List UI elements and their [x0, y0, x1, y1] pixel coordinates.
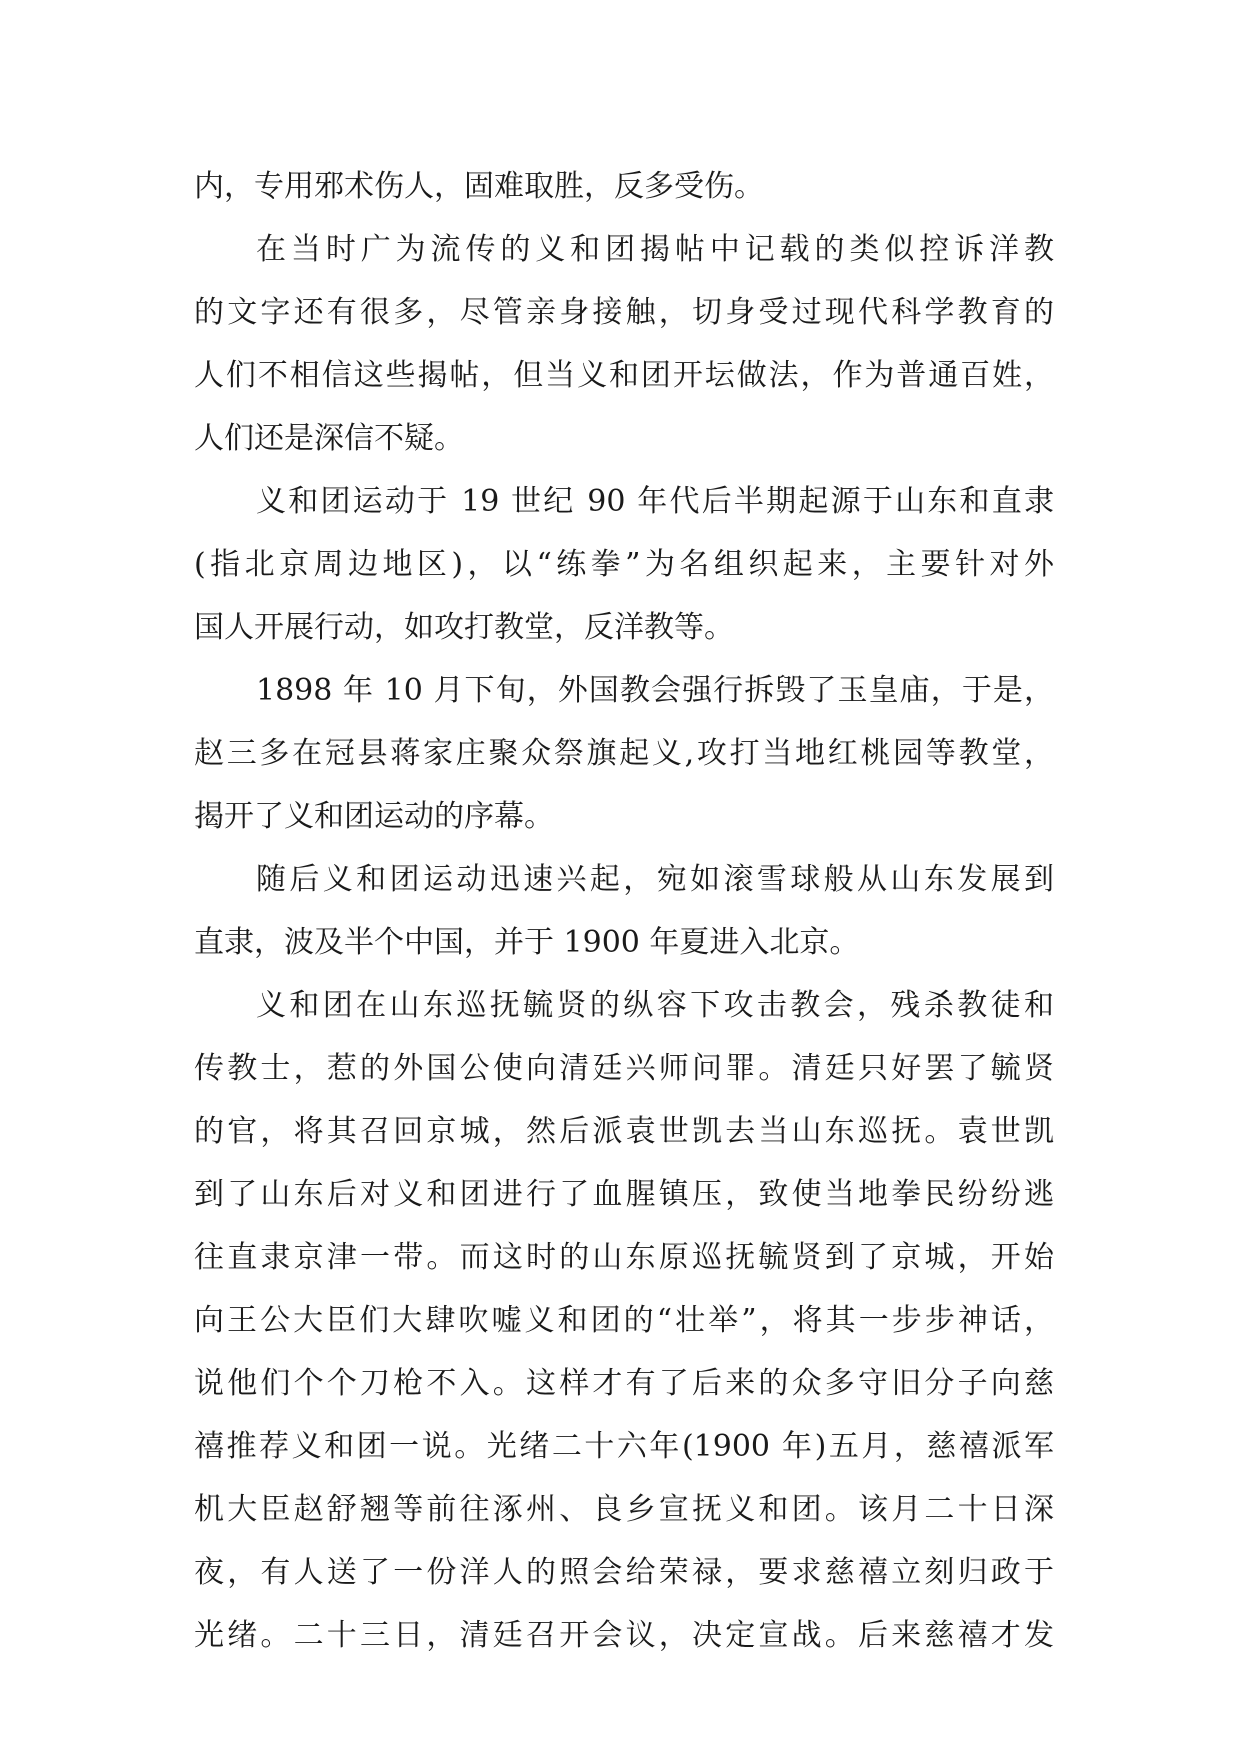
- text-line: 1898 年 10 月下旬，外国教会强行拆毁了玉皇庙，于是，: [256, 673, 1054, 708]
- text-line: 赵三多在冠县蒋家庄聚众祭旗起义,攻打当地红桃园等教堂，: [194, 736, 1054, 771]
- text-line: 往直隶京津一带。而这时的山东原巡抚毓贤到了京城，开始: [194, 1240, 1054, 1275]
- text-line: 传教士，惹的外国公使向清廷兴师问罪。清廷只好罢了毓贤: [194, 1051, 1054, 1086]
- text-line: 随后义和团运动迅速兴起，宛如滚雪球般从山东发展到: [256, 862, 1054, 897]
- text-line: 光绪。二十三日，清廷召开会议，决定宣战。后来慈禧才发: [194, 1618, 1054, 1653]
- text-line: 的文字还有很多，尽管亲身接触，切身受过现代科学教育的: [194, 295, 1054, 330]
- text-line: 人们不相信这些揭帖，但当义和团开坛做法，作为普通百姓，: [194, 358, 1054, 393]
- text-line: 机大臣赵舒翘等前往涿州、良乡宣抚义和团。该月二十日深: [194, 1492, 1054, 1527]
- text-line: 人们还是深信不疑。: [194, 421, 464, 456]
- text-line: 义和团运动于 19 世纪 90 年代后半期起源于山东和直隶: [256, 484, 1054, 519]
- text-line: 内，专用邪术伤人，固难取胜，反多受伤。: [194, 169, 764, 204]
- text-line: 禧推荐义和团一说。光绪二十六年(1900 年)五月，慈禧派军: [194, 1429, 1054, 1464]
- text-line: 说他们个个刀枪不入。这样才有了后来的众多守旧分子向慈: [194, 1366, 1054, 1401]
- text-line: 在当时广为流传的义和团揭帖中记载的类似控诉洋教: [256, 232, 1054, 267]
- text-line: 向王公大臣们大肆吹嘘义和团的“壮举”，将其一步步神话，: [194, 1303, 1054, 1338]
- text-line: (指北京周边地区)，以“练拳”为名组织起来，主要针对外: [194, 547, 1054, 582]
- text-line: 到了山东后对义和团进行了血腥镇压，致使当地拳民纷纷逃: [194, 1177, 1054, 1212]
- body-text: [194, 155, 1054, 1667]
- text-line: 揭开了义和团运动的序幕。: [194, 799, 554, 834]
- text-line: 国人开展行动，如攻打教堂，反洋教等。: [194, 610, 734, 645]
- text-line: 的官，将其召回京城，然后派袁世凯去当山东巡抚。袁世凯: [194, 1114, 1054, 1149]
- text-line: 夜，有人送了一份洋人的照会给荣禄，要求慈禧立刻归政于: [194, 1555, 1054, 1590]
- text-line: 直隶，波及半个中国，并于 1900 年夏进入北京。: [194, 925, 860, 960]
- text-line: 义和团在山东巡抚毓贤的纵容下攻击教会，残杀教徒和: [256, 988, 1054, 1023]
